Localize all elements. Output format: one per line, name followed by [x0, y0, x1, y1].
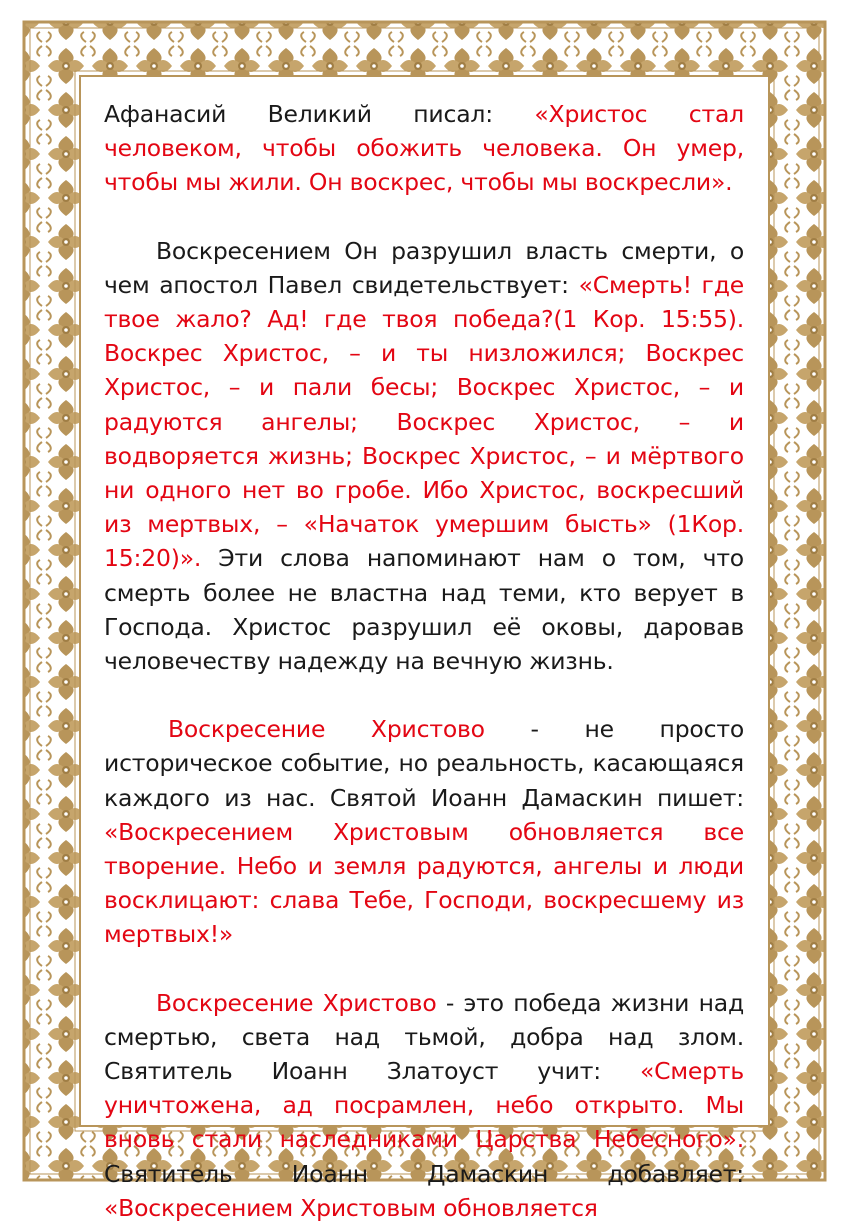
paragraph-4-quote: «Смерть уничтожена, ад посрамлен, небо открыто. Мы вновь стали наследниками Царства Небесного». — [104, 1057, 744, 1154]
paragraph-2-intro: Воскресением Он разрушил власть смерти, о чем апостол Павел свидетельствует: — [104, 236, 744, 299]
paragraph-1-intro: Афанасий Великий писал: — [104, 100, 535, 128]
paragraph-4-heading: Воскресение Христово — [156, 988, 437, 1017]
paragraph-3-text: - не просто историческое событие, но реальность, касающаяся каждого из нас. Святой Иоанн Дамаскин пишет: — [104, 715, 744, 812]
paragraph-3-quote: «Воскресением Христовым обновляется все творение. Небо и земля радуются, ангелы и люди восклицают: слава Тебе, Господи, воскресшему из мертвых!» — [104, 817, 744, 949]
paragraph-1-quote: «Христос стал человеком, чтобы обожить человека. Он умер, чтобы мы жили. Он воскрес, чтобы мы воскресли». — [104, 100, 744, 197]
document-body — [104, 97, 744, 1225]
paragraph-2-quote: «Смерть! где твое жало? Ад! где твоя победа?(1 Кор. 15:55). Воскрес Христос, – и ты низложился; Воскрес Христос, – и пали бесы; Воскрес Христос, – и радуются ангелы; Воскрес Христос, – и водворяется жизнь; Воскрес Христос, – и мёртвого ни одного нет во гробе. Ибо Христос, воскресший из мертвых, – «Начаток умершим бысть» (1Кор. 15:20)». — [104, 270, 744, 573]
paragraph-1 — [104, 97, 744, 200]
paragraph-3 — [104, 712, 744, 951]
paragraph-2 — [104, 234, 744, 679]
paragraph-2-commentary: Эти слова напоминают нам о том, что смерть более не властна над теми, кто верует в Господа. Христос разрушил её оковы, даровав человечеству надежду на вечную жизнь. — [104, 544, 744, 676]
paragraph-4 — [104, 986, 744, 1225]
paragraph-4-text-2: Святитель Иоанн Дамаскин добавляет: — [104, 1159, 744, 1188]
paragraph-4-text: - это победа жизни над смертью, света над тьмой, добра над злом. Святитель Иоанн Златоуст учит: — [104, 988, 745, 1086]
paragraph-3-heading: Воскресение Христово — [168, 715, 485, 744]
paragraph-4-quote-2: «Воскресением Христовым обновляется — [104, 1193, 598, 1222]
